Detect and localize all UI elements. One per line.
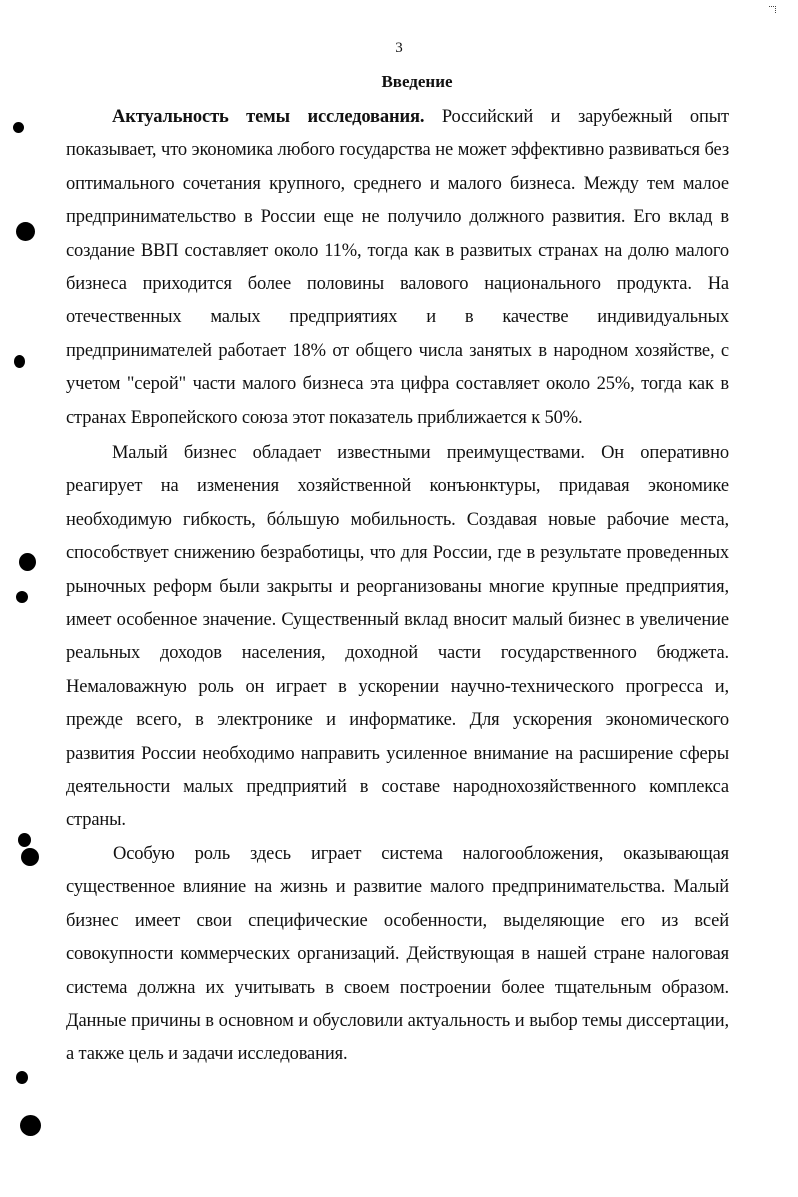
punch-hole-mark [19,553,36,571]
paragraph-taxation [66,838,729,1072]
scan-corner-mark [769,6,776,13]
paragraph-2-text: Малый бизнес обладает известными преимуществами. Он оперативно реагирует на изменения хозяйственной конъюнктуры, придавая экономике необходимую гибкость, бóльшую мобильность. Создавая новые рабочие места, способствует снижению безработицы, что для России, где в результате проведенных рыночных реформ были закрыты и реорганизованы многие крупные предприятия, имеет особенное значение. Существенный вклад вносит малый бизнес в увеличение реальных доходов населения, доходной части государственного бюджета. Немаловажную роль он играет в ускорении научно-технического прогресса и, прежде всего, в электронике и информатике. Для ускорения экономического развития России необходимо направить усиленное внимание на расширение сферы деятельности малых предприятий в составе народнохозяйственного комплекса страны. [66,443,729,831]
paragraph-1-lead: Актуальность темы исследования. [112,107,425,127]
punch-hole-mark [21,848,39,866]
punch-hole-mark [16,1071,28,1084]
punch-hole-mark [16,591,28,603]
punch-hole-mark [13,122,24,133]
punch-hole-mark [18,833,31,847]
section-heading: Введение [381,72,453,91]
page-number: 3 [395,40,403,56]
punch-hole-mark [16,222,35,241]
paragraph-1-body: Российский и зарубежный опыт показывает, что экономика любого государства не может эффективно развиваться без оптимального сочетания крупного, среднего и малого бизнеса. Между тем малое предпринимательство в России еще не получило должного развития. Его вклад в создание ВВП составляет около 11%, тогда как в развитых странах на долю малого бизнеса приходится более половины валового национального продукта. На отечественных малых предприятиях и в качестве индивидуальных предпринимателей работает 18% от общего числа занятых в народном хозяйстве, с учетом "серой" части малого бизнеса эта цифра составляет около 25%, тогда как в странах Европейского союза этот показатель приближается к 50%. [66,107,729,428]
paragraph-3-text: Особую роль здесь играет система налогообложения, оказывающая существенное влияние на жизнь и развитие малого предпринимательства. Малый бизнес имеет свои специфические особенности, выделяющие его из всей совокупности коммерческих организаций. Действующая в нашей стране налоговая система должна их учитывать в своем построении более тщательным образом. Данные причины в основном и обусловили актуальность и выбор темы диссертации, а также цель и задачи исследования. [66,844,729,1065]
punch-hole-mark [20,1115,41,1136]
paragraph-1-text [66,101,729,435]
paragraph-relevance [66,101,729,435]
punch-hole-mark [14,355,25,368]
paragraph-advantages [66,437,729,838]
